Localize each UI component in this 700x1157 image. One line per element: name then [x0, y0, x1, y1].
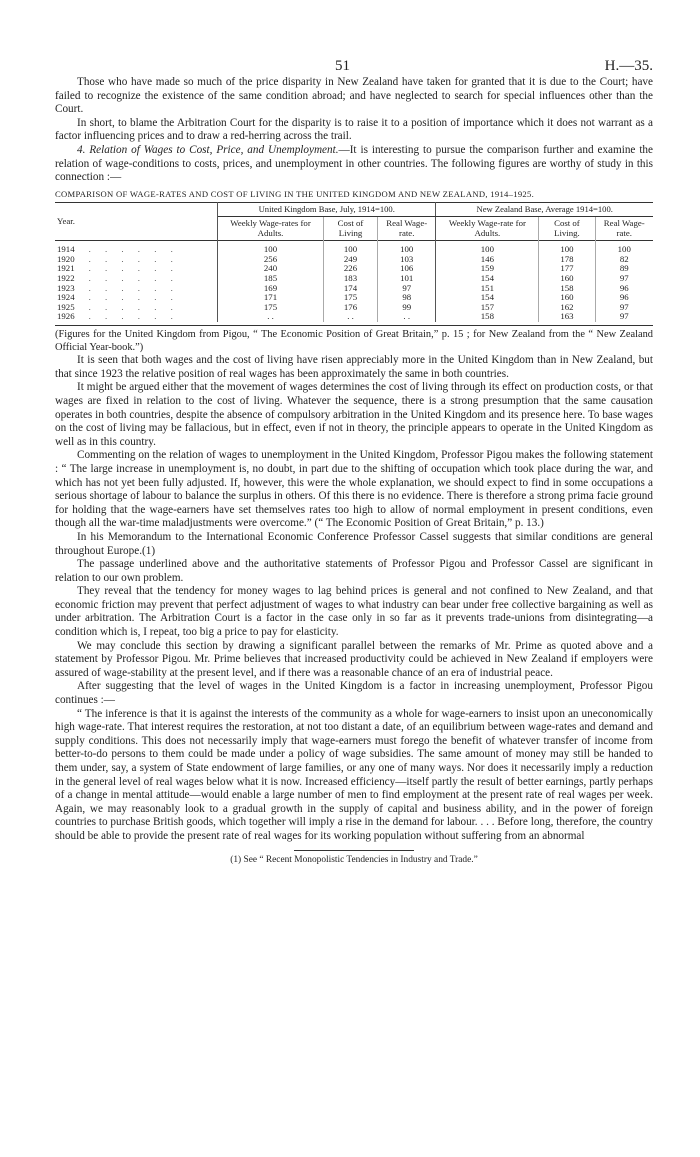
- column-header: Weekly Wage-rate for Adults.: [436, 217, 539, 241]
- table-cell: 97: [378, 284, 436, 294]
- table-row: [55, 312, 653, 322]
- table-bottom-rule: [55, 325, 653, 326]
- table-cell: 176: [324, 303, 378, 313]
- document-page: [55, 58, 653, 865]
- table-cell: 175: [324, 293, 378, 303]
- table-cell: 175: [218, 303, 324, 313]
- paragraph-section-4: [55, 144, 653, 185]
- column-header: Cost of Living.: [539, 217, 595, 241]
- table-cell: 100: [617, 244, 631, 255]
- paragraph-7: In his Memorandum to the International Economic Conference Professor Cassel suggests that similar conditions are general throughout Europe.(1): [55, 530, 653, 557]
- leader-dots: . . . . . .: [88, 311, 179, 322]
- paragraph-11: After suggesting that the level of wages in the United Kingdom is a factor in increasing unemployment, Professor Pigou continues :—: [55, 680, 653, 707]
- year-value: 1921: [57, 263, 75, 274]
- nz-group-header: New Zealand Base, Average 1914=100.: [436, 202, 653, 217]
- paragraph-intro-2: In short, to blame the Arbitration Court for the disparity is to raise it to a position of importance which it does not warrant as a factor influencing prices and to draw a red-herring across the trail.: [55, 116, 653, 143]
- year-value: 1924: [57, 292, 75, 303]
- table-cell: 100: [539, 241, 595, 255]
- table-cell: 183: [324, 274, 378, 284]
- table-cell: 89: [619, 263, 629, 274]
- table-cell: 100: [436, 241, 539, 255]
- paragraph-8: The passage underlined above and the authoritative statements of Professor Pigou and Professor Cassel are significant in relation to our own problem.: [55, 558, 653, 584]
- paragraph-10: We may conclude this section by drawing a significant parallel between the remarks of Mr. Prime as quoted above and a statement by Professor Pigou. Mr. Prime believes that increased productivity could be achieved in New Zealand if employers were assured of wage-stability at the present level, and if there was a reasonable chance of an era of industrial peace.: [55, 639, 653, 679]
- table-cell: 158: [539, 284, 595, 294]
- paragraph-5: It might be argued either that the movement of wages determines the cost of living through its effect on production costs, or that wages are fixed in relation to the cost of living. Whatever the sequence, there is a strong presumption that the same causation operates in both countries, despite the absence of compulsory arbitration in the United Kingdom and its presence here. To base wages on the cost of living may be fallacious, but in effect, even if not in theory, the principle appears to operate in the United Kingdom as well as in this country.: [55, 381, 653, 448]
- table-cell: 154: [436, 274, 539, 284]
- table-cell: 101: [378, 274, 436, 284]
- table-cell: 171: [218, 293, 324, 303]
- year-cell: [55, 241, 218, 255]
- table-cell: 154: [436, 293, 539, 303]
- table-cell: . .: [218, 312, 324, 322]
- table-cell: 158: [436, 312, 539, 322]
- table-cell: 96: [619, 292, 629, 303]
- table-cell: 100: [324, 241, 378, 255]
- table-cell: 163: [539, 312, 595, 322]
- comparison-table: [55, 202, 653, 322]
- column-header: Weekly Wage-rates for Adults.: [218, 217, 324, 241]
- table-cell: 146: [436, 255, 539, 265]
- table-cell: 100: [378, 241, 436, 255]
- table-cell: 249: [324, 255, 378, 265]
- table-cell: 151: [436, 284, 539, 294]
- paragraph-12-quote: “ The inference is that it is against the interests of the community as a whole for wage-earners to insist upon an uneconomically high wage-rate. That interest requires the restoration, at not too distant a date, of an equilibrium between wage-rates and demand and supply conditions. This does not necessarily imply that wage-earners must forego the benefit of whatever transfer of income from better-to-do persons to them could be made under a policy of wage subsidies. The same amount of money may still be handed to them under, say, a system of State endowment of large families, or any one of many ways. Nor does it necessarily imply a reduction in the general level of real wages below what it is now. Increased efficiency—itself partly the result of better earnings, partly perhaps of a change in mental attitude—would enable a large number of men to find employment at the present rate of real wages per week. Again, we may reasonably look to a gradual growth in the supply of capital and business ability, and in the power of foreign countries to purchase British goods, which together will imply a rise in the demand for labour. . . . Before long, therefore, the country should be able to provide the present rate of real wages for its working population without suffering from an abnormal: [55, 707, 653, 842]
- table-title: COMPARISON OF WAGE-RATES AND COST OF LIVING IN THE UNITED KINGDOM AND NEW ZEALAND, 1914–1925.: [55, 188, 535, 199]
- year-column-header: Year.: [55, 202, 218, 241]
- paragraph-6: Commenting on the relation of wages to unemployment in the United Kingdom, Professor Pigou makes the following statement : “ The large increase in unemployment is, no doubt, in part due to the shifting of occupation which took place during the war, and which has not yet been fully adjusted. If, however, this were the whole explanation, we should expect to find in some occupations a serious shortage of labour to balance the surplus in others. Of this there is no evidence. There is therefore a strong prima facie ground for holding that the wage-earners have set themselves rates too high to allow of normal employment in present conditions, even though all the war-time maladjustments were overcome.” (“ The Economic Position of Great Britain,” p. 13.): [55, 449, 653, 530]
- table-cell: 178: [539, 255, 595, 265]
- table-cell: 160: [539, 293, 595, 303]
- column-header: Real Wage-rate.: [378, 217, 436, 241]
- column-header: Real Wage-rate.: [603, 218, 645, 238]
- table-cell: 82: [619, 253, 629, 264]
- column-header: Cost of Living: [324, 217, 378, 241]
- table-cell: 157: [436, 303, 539, 313]
- table-cell: 256: [218, 255, 324, 265]
- section-4-text: —It is interesting to pursue the comparison further and examine the relation of wage-conditions to costs, prices, and unemployment in other countries. The following figures are worthy of study in this connection :—: [55, 143, 653, 184]
- leader-dots: . . . . . .: [88, 253, 179, 264]
- table-cell: 100: [218, 241, 324, 255]
- year-value: 1922: [57, 273, 75, 284]
- leader-dots: . . . . . .: [88, 263, 179, 274]
- leader-dots: . . . . . .: [88, 273, 179, 284]
- section-heading: 4. Relation of Wages to Cost, Price, and Unemployment.: [77, 143, 339, 156]
- year-value: 1920: [57, 253, 75, 264]
- table-cell: 169: [218, 284, 324, 294]
- leader-dots: . . . . . .: [88, 292, 179, 303]
- table-cell: 103: [378, 255, 436, 265]
- leader-dots: . . . . . .: [88, 301, 179, 312]
- table-cell: 97: [619, 273, 629, 284]
- document-reference: H.—35.: [604, 58, 653, 74]
- table-cell: 174: [324, 284, 378, 294]
- table-cell: 160: [539, 274, 595, 284]
- table-cell: 97: [619, 311, 629, 322]
- page-header: [55, 58, 653, 76]
- table-cell: 97: [619, 301, 629, 312]
- page-number: 51: [335, 58, 350, 74]
- table-cell: . .: [378, 312, 436, 322]
- table-row: [55, 241, 653, 255]
- year-value: 1914: [57, 244, 75, 255]
- table-cell: 159: [436, 264, 539, 274]
- paragraph-9: They reveal that the tendency for money wages to lag behind prices is general and not confined to New Zealand, and that economic friction may prevent that perfect adjustment of wages to what industry can bear under free collective bargaining as well as under arbitration. The Arbitration Court is a factor in the case only in so far as it prevents trade-unions from disintegrating—a condition which is, I repeat, too big a price to pay for elasticity.: [55, 585, 653, 639]
- uk-group-header: United Kingdom Base, July, 1914=100.: [218, 202, 436, 217]
- footnote: (1) See “ Recent Monopolistic Tendencies in Industry and Trade.”: [230, 854, 478, 865]
- table-body: [55, 241, 653, 322]
- table-source-note: (Figures for the United Kingdom from Pigou, “ The Economic Position of Great Britain,” p. 15 ; for New Zealand from the “ New Zealand Official Year-book.”): [55, 329, 653, 353]
- table-cell: 106: [378, 264, 436, 274]
- leader-dots: . . . . . .: [88, 282, 179, 293]
- table-cell: 96: [619, 282, 629, 293]
- year-value: 1923: [57, 282, 75, 293]
- table-cell: 185: [218, 274, 324, 284]
- table-cell: 99: [378, 303, 436, 313]
- year-value: 1925: [57, 301, 75, 312]
- paragraph-4: It is seen that both wages and the cost of living have risen appreciably more in the United Kingdom than in New Zealand, but that since 1923 the relative position of real wages has been approximately the same in both countries.: [55, 354, 653, 380]
- paragraph-intro-1: Those who have made so much of the price disparity in New Zealand have taken for granted that it is due to the Court; have failed to recognize the existence of the same condition abroad; and have neglected to search for special influences other than the Court.: [55, 76, 653, 116]
- footnote-rule: [294, 850, 414, 851]
- table-cell: 226: [324, 264, 378, 274]
- table-cell: 240: [218, 264, 324, 274]
- table-cell: 177: [539, 264, 595, 274]
- table-cell: 98: [378, 293, 436, 303]
- table-cell: . .: [324, 312, 378, 322]
- leader-dots: . . . . . .: [88, 244, 179, 255]
- year-value: 1926: [57, 311, 75, 322]
- year-cell: [55, 312, 218, 322]
- table-cell: 162: [539, 303, 595, 313]
